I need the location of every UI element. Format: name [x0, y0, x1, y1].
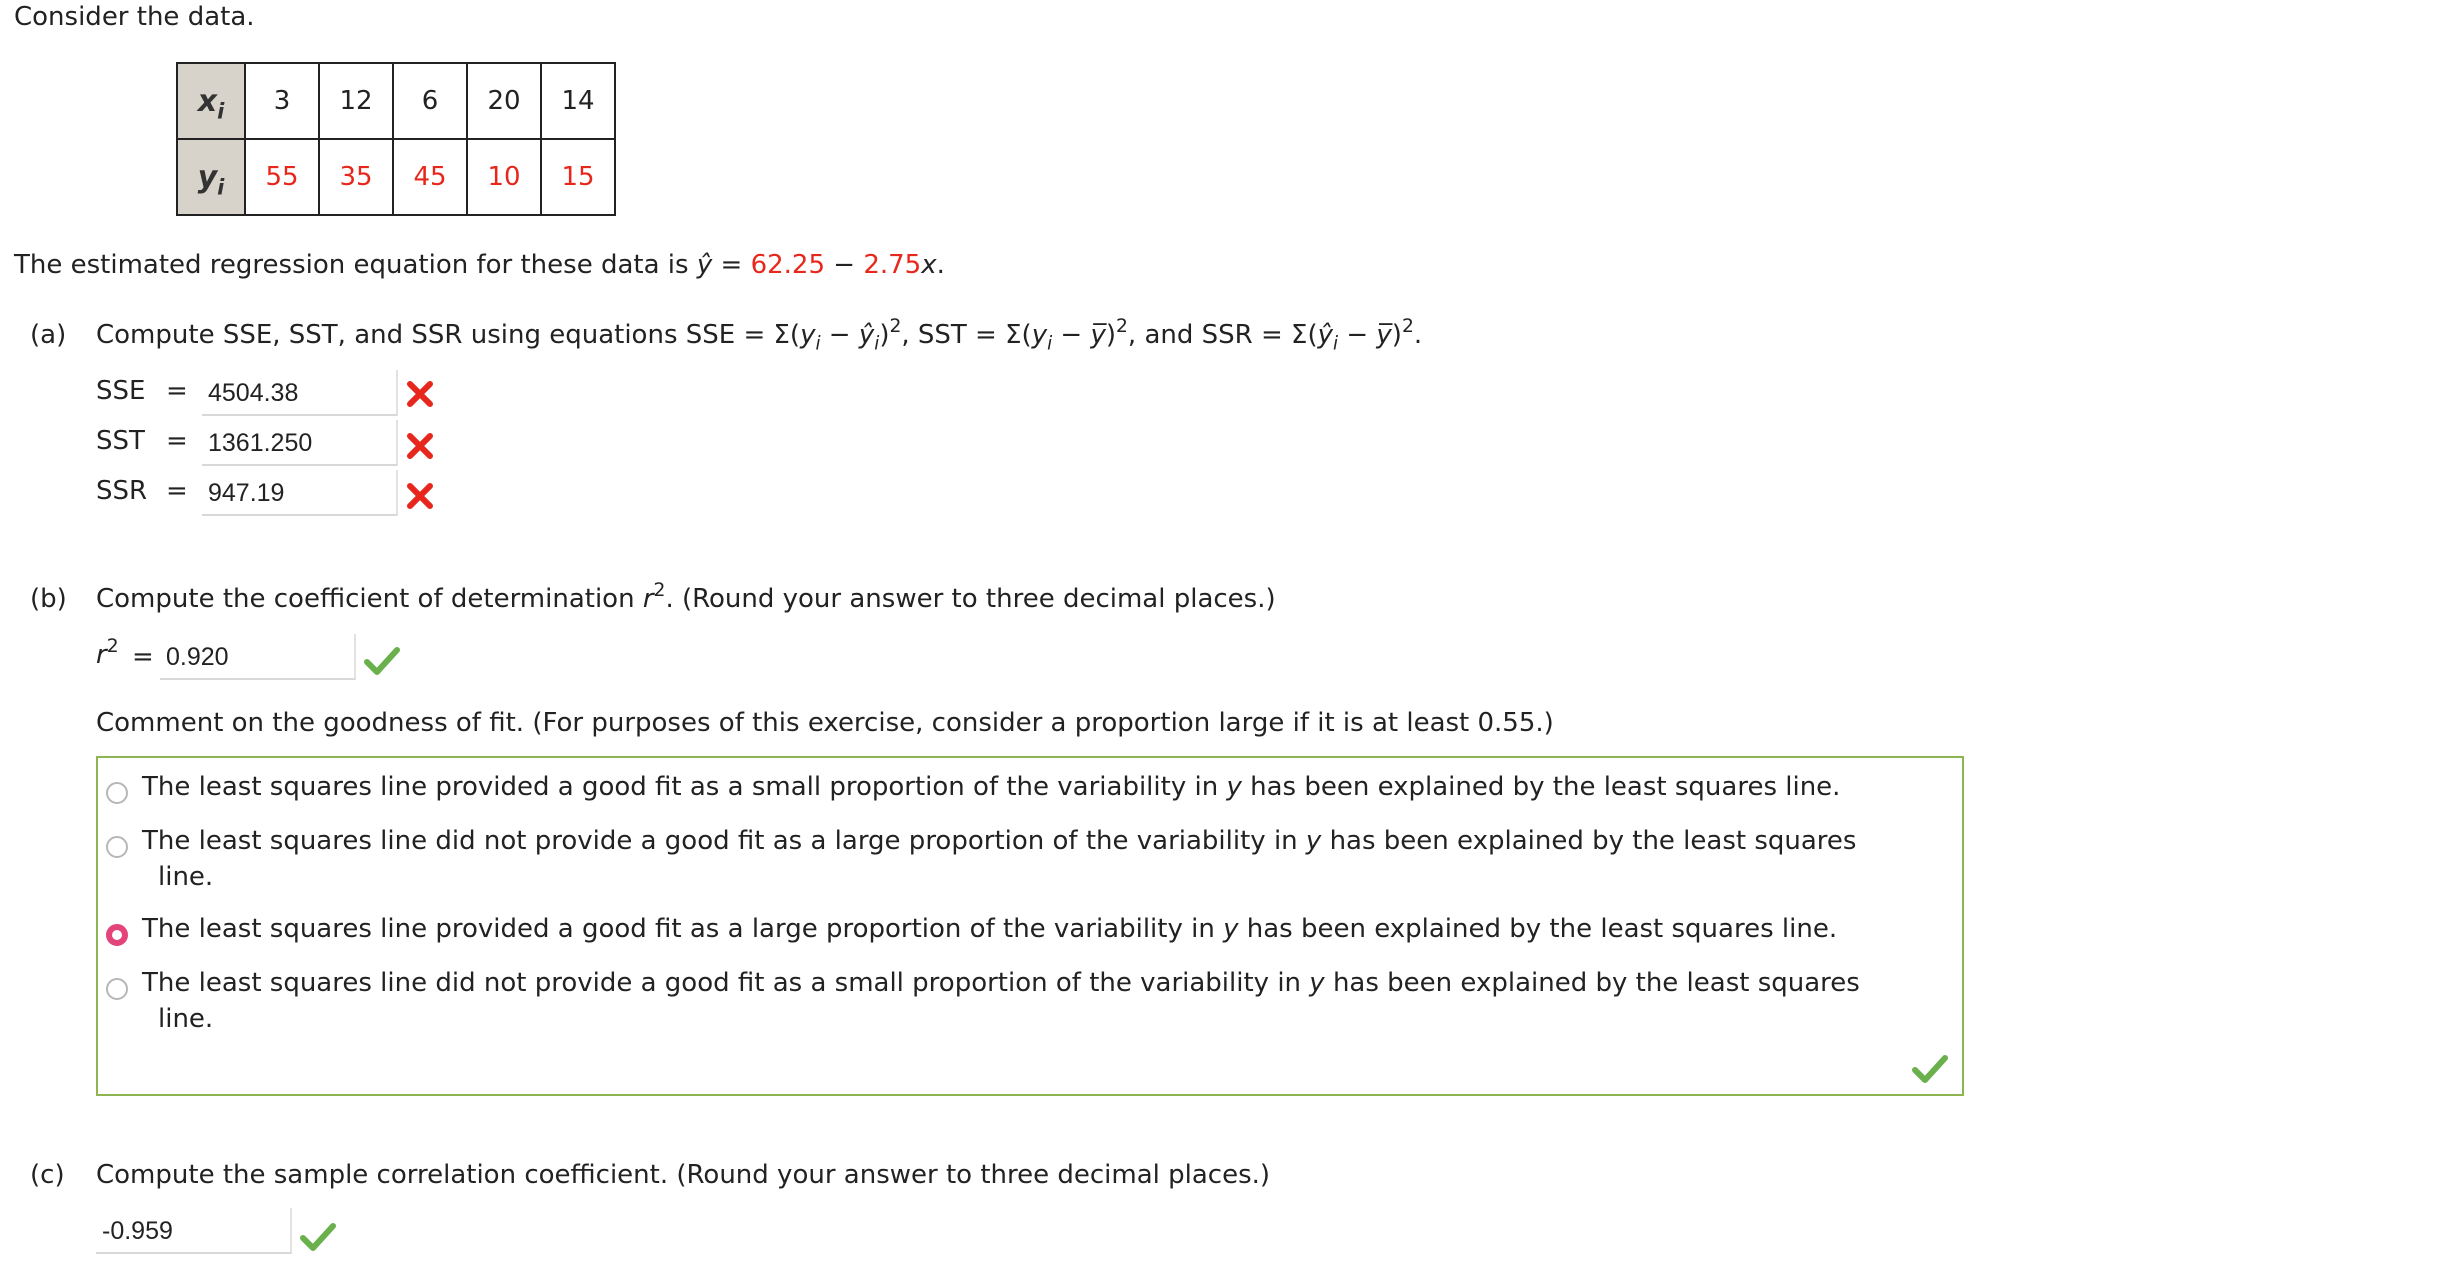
sse-label: SSE [96, 376, 146, 406]
r-var: r [642, 584, 654, 614]
opt-text: has been explained by the least squares [1321, 826, 1857, 856]
table-row-y [177, 139, 615, 215]
intercept: 62.25 [750, 250, 825, 280]
part-b-label: (b) [30, 584, 67, 614]
incorrect-x-icon [406, 380, 434, 408]
y-var: y [197, 159, 218, 195]
r2-var: r [96, 640, 107, 670]
ssr-label: , and SSR = [1127, 320, 1292, 350]
opt-text: has been explained by the least squares [1324, 968, 1860, 998]
y-cell: 45 [393, 139, 467, 215]
ssr-eq: = [166, 476, 188, 506]
correct-check-icon [1912, 1054, 1948, 1084]
yhat: ŷ [696, 250, 713, 280]
x-cell: 20 [467, 63, 541, 139]
regression-text: The estimated regression equation for these data is [14, 250, 697, 280]
part-a-label: (a) [30, 320, 67, 350]
opt-text: The least squares line did not provide a good fit as a large proportion of the variability in [142, 826, 1306, 856]
incorrect-x-icon [406, 432, 434, 460]
part-c-prompt: Compute the sample correlation coefficient. (Round your answer to three decimal places.) [96, 1160, 1271, 1190]
y-cell: 35 [319, 139, 393, 215]
data-table [176, 62, 616, 216]
regression-sentence [14, 250, 945, 280]
radio-option-3-selected[interactable] [106, 924, 128, 946]
option-2-line2: line. [158, 862, 214, 892]
correct-check-icon [300, 1222, 336, 1252]
ssr-formula: $\Sigma(ŷ_i$ − y̅)$^2$. [1291, 315, 1423, 355]
radio-option-1[interactable] [106, 782, 128, 804]
slope: 2.75 [863, 250, 922, 280]
part-a-prompt [96, 315, 1423, 355]
y-var: y [1226, 772, 1242, 802]
r2-label [96, 635, 119, 670]
sst-eq: = [166, 426, 188, 456]
x-cell: 6 [393, 63, 467, 139]
sst-formula: $\Sigma(y_i$ − y̅)$^2$ [1005, 315, 1128, 355]
x-cell: 3 [245, 63, 319, 139]
opt-text: The least squares line provided a good fit as a small proportion of the variability in [142, 772, 1227, 802]
opt-text: has been explained by the least squares line. [1238, 914, 1838, 944]
y-sub: i [217, 174, 225, 199]
y-var: y [1223, 914, 1239, 944]
opt-text: has been explained by the least squares line. [1241, 772, 1841, 802]
x-cell: 12 [319, 63, 393, 139]
opt-text: The least squares line did not provide a good fit as a small proportion of the variability in [142, 968, 1310, 998]
option-3-text[interactable] [142, 914, 1837, 944]
opt-text: The least squares line provided a good fit as a large proportion of the variability in [142, 914, 1224, 944]
option-2-text[interactable] [142, 826, 1856, 856]
option-4-line2: line. [158, 1004, 214, 1034]
option-1-text[interactable] [142, 772, 1840, 802]
sse-eq: = [166, 376, 188, 406]
intro-text: Consider the data. [14, 2, 255, 32]
answer-choices [96, 756, 1964, 1096]
radio-option-2[interactable] [106, 836, 128, 858]
part-b-prompt [96, 579, 1276, 614]
x-header [177, 63, 245, 139]
r2-input[interactable]: 0.920 [160, 634, 356, 680]
y-cell: 55 [245, 139, 319, 215]
sst-label: SST [96, 426, 145, 456]
minus: − [825, 250, 864, 280]
y-cell: 15 [541, 139, 615, 215]
y-var: y [1305, 826, 1322, 856]
r2-eq: = [132, 642, 154, 672]
sse-formula: $\Sigma(y_i$ − $ŷ_i)^2$ [773, 315, 902, 355]
correlation-input[interactable]: -0.959 [96, 1208, 292, 1254]
radio-option-4[interactable] [106, 978, 128, 1000]
sst-label: , SST = [901, 320, 1006, 350]
comment-prompt: Comment on the goodness of fit. (For purposes of this exercise, consider a proportion large if it is at least 0.55.) [96, 708, 1554, 738]
x-var: x [197, 83, 218, 119]
part-b-end: . (Round your answer to three decimal places.) [665, 584, 1276, 614]
ssr-input[interactable]: 947.19 [202, 470, 398, 516]
y-var: y [1309, 968, 1325, 998]
x-cell: 14 [541, 63, 615, 139]
part-c-label: (c) [30, 1160, 65, 1190]
sst-input[interactable]: 1361.250 [202, 420, 398, 466]
part-a-text: Compute SSE, SST, and SSR using equations SSE = [96, 320, 774, 350]
period: . [936, 250, 945, 280]
table-row-x [177, 63, 615, 139]
ssr-label: SSR [96, 476, 148, 506]
x-sub: i [217, 98, 225, 123]
correct-check-icon [364, 646, 400, 676]
eq: = [712, 250, 751, 280]
y-header [177, 139, 245, 215]
x-var-inline: x [921, 250, 937, 280]
r-exp: 2 [653, 579, 666, 601]
r2-exp: 2 [106, 635, 119, 657]
sse-input[interactable]: 4504.38 [202, 370, 398, 416]
y-cell: 10 [467, 139, 541, 215]
incorrect-x-icon [406, 482, 434, 510]
option-4-text[interactable] [142, 968, 1860, 998]
part-b-text: Compute the coefficient of determination [96, 584, 643, 614]
